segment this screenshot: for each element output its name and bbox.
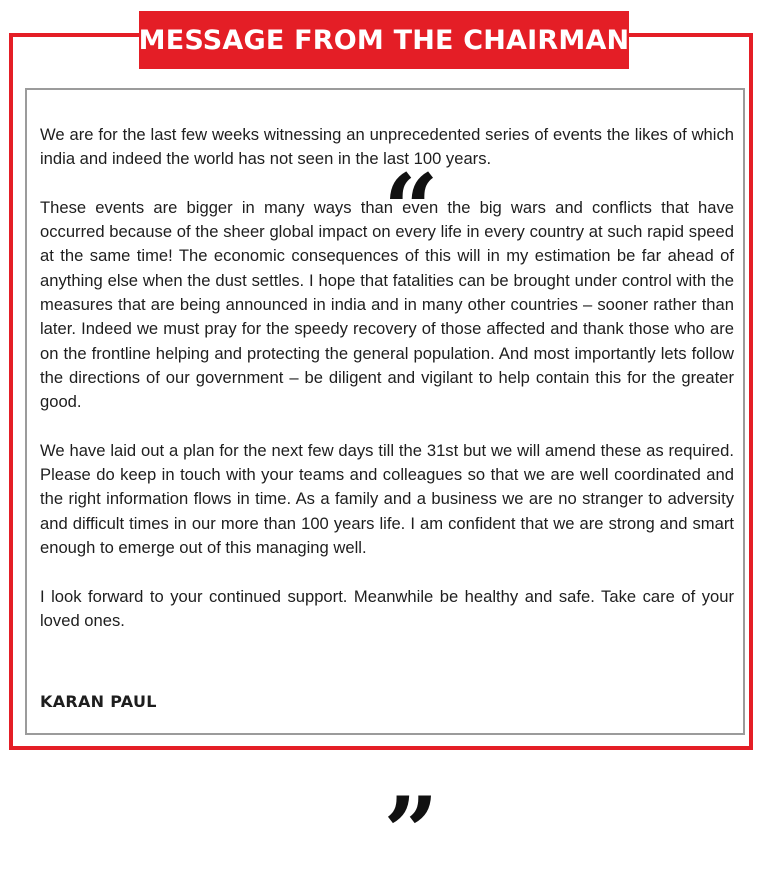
paragraph-3: We have laid out a plan for the next few days till the 31st but we will amend these as required. Please do keep in touch with your teams and colleagues so that we are well coordinated and the right information flows in time. As a family and a business we are no stranger to adversity and difficult times in our more than 100 years life. I am confident that we are strong and smart enough to emerge out of this managing well. (40, 440, 734, 558)
paragraph-1: We are for the last few weeks witnessing an unprecedented series of events the likes of which india and indeed the world has not seen in the last 100 years. (40, 125, 734, 169)
signature: KARAN PAUL (40, 692, 157, 711)
open-quote-icon: “ (357, 148, 465, 212)
paragraph-4: I look forward to your continued support. Meanwhile be healthy and safe. Take care of your loved ones. (40, 586, 734, 630)
paragraph-2: These events are bigger in many ways than even the big wars and conflicts that have occurred because of the sheer global impact on every life in every country at such rapid speed at the same time! The economic consequences of this will in my estimation be far ahead of anything else when the dust settles. I hope that fatalities can be brought under control with the measures that are being announced in india and in many other countries – sooner rather than later. Indeed we must pray for the speedy recovery of those affected and thank those who are on the frontline helping and protecting the general population. And most importantly lets follow the directions of our government – be diligent and vigilant to help contain this for the greater good. (40, 197, 734, 412)
close-quote-icon: ” (357, 787, 465, 847)
letter-body (40, 123, 734, 658)
page-title: MESSAGE FROM THE CHAIRMAN (139, 11, 629, 69)
